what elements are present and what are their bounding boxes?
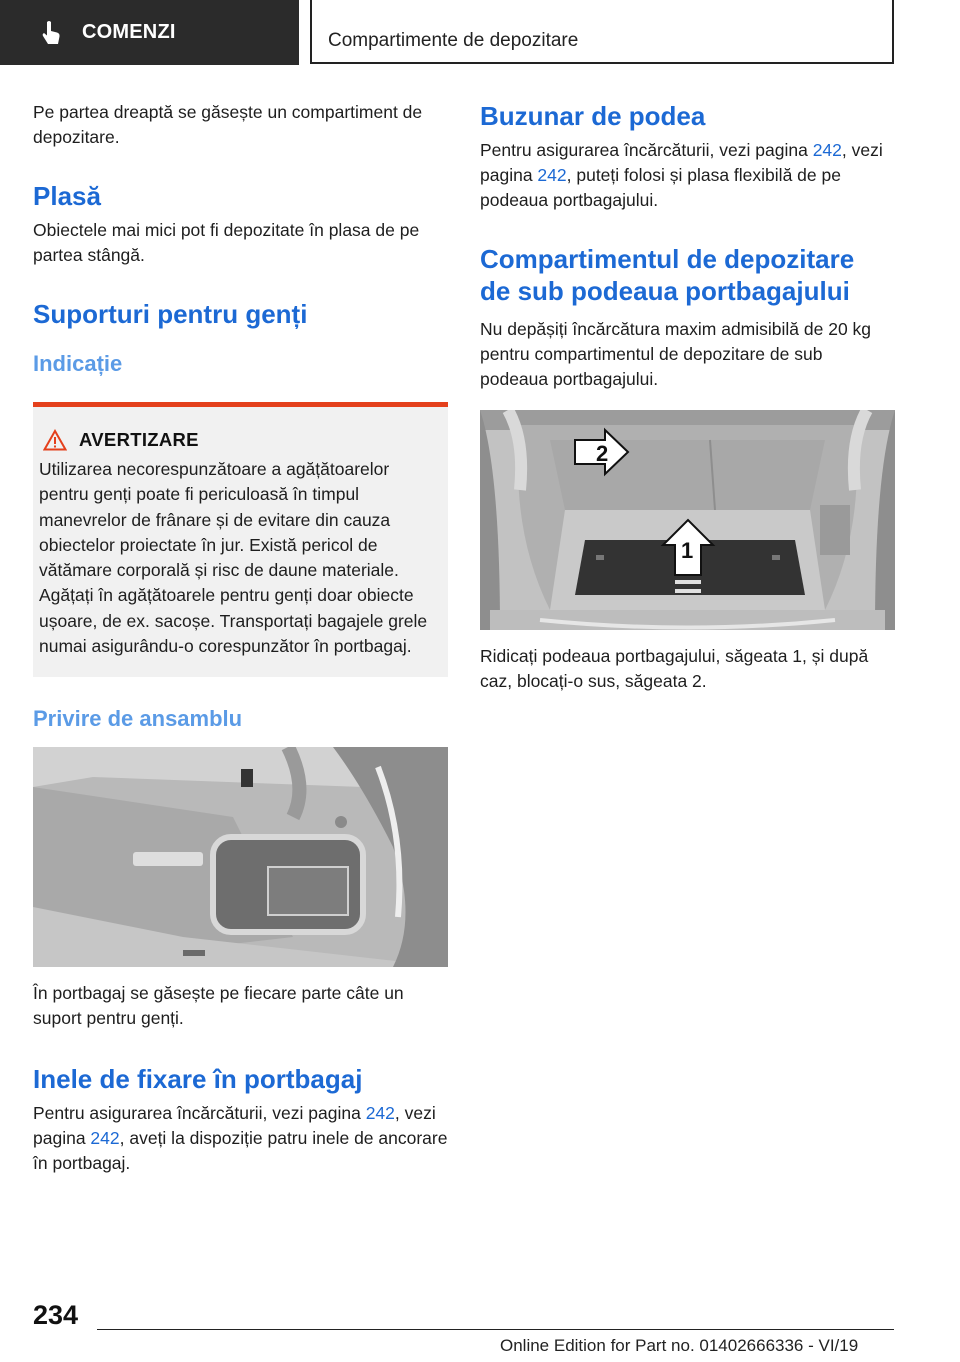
buzunar-paragraph: Pentru asigurarea încărcăturii, vezi pagina 242, vezi pagina 242, puteți folosi și plasa flexibilă de pe podeaua portbagajului.: [480, 140, 883, 210]
trunk-floor-caption: Ridicați podeaua portbagajului, săgeata 1, și după caz, blocați-o sus, săgeata 2.: [480, 646, 869, 691]
edition-text: Online Edition for Part no. 01402666336 - VI/19: [500, 1336, 859, 1355]
hand-pointer-icon: [36, 18, 66, 48]
left-column: [33, 100, 448, 1176]
heading-compartiment: Compartimentul de depozitare de sub podeaua portbagajului: [480, 244, 855, 306]
right-column: [480, 100, 895, 694]
section-header: [310, 0, 894, 64]
chapter-tab-label: COMENZI: [82, 21, 176, 43]
intro-paragraph: Pe partea dreaptă se găsește un compartiment de depozitare.: [33, 102, 423, 147]
heading-inele: Inele de fixare în portbagaj: [33, 1064, 363, 1095]
page-link[interactable]: 242: [812, 140, 842, 160]
heading-privire: Privire de ansamblu: [33, 706, 243, 732]
page-link[interactable]: 242: [537, 165, 567, 185]
warning-triangle-icon: [43, 429, 67, 451]
page-number: 234: [33, 1300, 79, 1330]
trunk-side-photo: [33, 747, 448, 967]
plasa-paragraph: Obiectele mai mici pot fi depozitate în plasa de pe partea stângă.: [33, 220, 420, 265]
chapter-tab[interactable]: [0, 0, 299, 65]
warning-text: Utilizarea necorespunzătoare a agățătoarelor pentru genți poate fi periculoasă în timpul manevrelor de frânare și de evitare din cauza obiectelor proiectate în jur. Există pericol de vătămare corporală și risc de daune materiale. Agățați în agățătoarele pentru genți doar obiecte ușoare, de ex. sacoșe. Transportați bagajele grele numai asigurându-o corespunzător în portbagaj.: [39, 459, 428, 657]
heading-indicatie: Indicație: [33, 351, 123, 376]
footer-divider: [97, 1329, 894, 1330]
warning-title: AVERTIZARE: [79, 429, 199, 450]
page-link[interactable]: 242: [90, 1128, 120, 1149]
trunk-floor-photo: [480, 410, 895, 630]
inele-paragraph: Pentru asigurarea încărcăturii, vezi pagina 242, vezi pagina 242, aveți la dispoziție patru inele de ancorare în portbagaj.: [33, 1103, 448, 1174]
arrow-1-label: 1: [681, 538, 694, 563]
heading-suporturi: Suporturi pentru genți: [33, 299, 308, 329]
heading-buzunar: Buzunar de podea: [480, 101, 706, 131]
warning-box: [33, 402, 448, 677]
trunk-side-caption: În portbagaj se găsește pe fiecare parte câte un suport pentru genți.: [33, 983, 404, 1029]
section-title: Compartimente de depozitare: [328, 30, 579, 51]
page-link[interactable]: 242: [365, 1103, 395, 1124]
heading-plasa: Plasă: [33, 181, 101, 211]
compartiment-paragraph: Nu depășiți încărcătura maxim admisibilă de 20 kg pentru compartimentul de depozitare de sub podeaua portbagajului.: [480, 319, 872, 389]
arrow-2-label: 2: [596, 441, 609, 466]
